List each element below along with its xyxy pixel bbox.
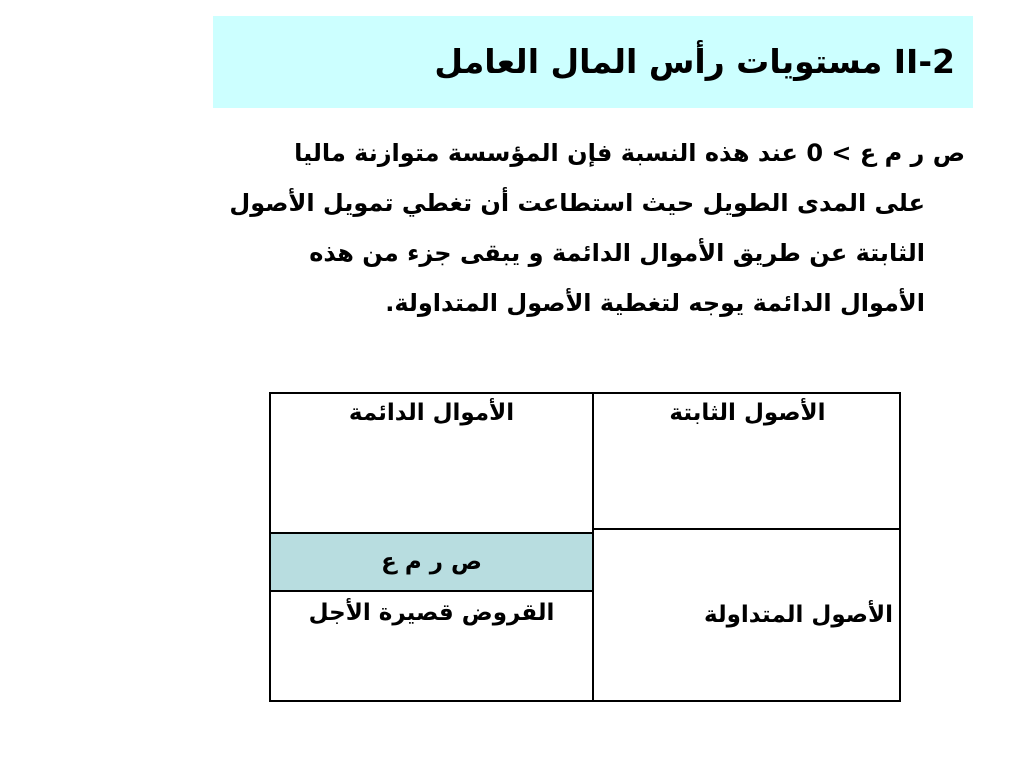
cell-short-term-loans: القروض قصيرة الأجل xyxy=(308,600,555,626)
cell-fixed-assets: الأصول الثابتة xyxy=(669,400,826,426)
body-paragraph xyxy=(60,128,965,328)
cell-permanent-funds: الأموال الدائمة xyxy=(348,400,515,426)
paragraph-line-2: على المدى الطويل حيث استطاعت أن تغطي تمويل الأصول xyxy=(229,189,925,217)
paragraph-line-4: الأموال الدائمة يوجه لتغطية الأصول المتداولة. xyxy=(385,289,925,317)
cell-working-capital: ص ر م ع xyxy=(271,534,592,590)
slide-title: II-2 مستويات رأس المال العامل xyxy=(434,42,955,81)
paragraph-line-1: ص ر م ع > 0 عند هذه النسبة فإن المؤسسة متوازنة ماليا xyxy=(294,139,965,167)
title-banner xyxy=(213,16,973,108)
paragraph-line-3: الثابتة عن طريق الأموال الدائمة و يبقى جزء من هذه xyxy=(309,239,925,267)
cell-current-assets: الأصول المتداولة xyxy=(704,602,893,628)
balance-sheet-table xyxy=(269,392,901,702)
